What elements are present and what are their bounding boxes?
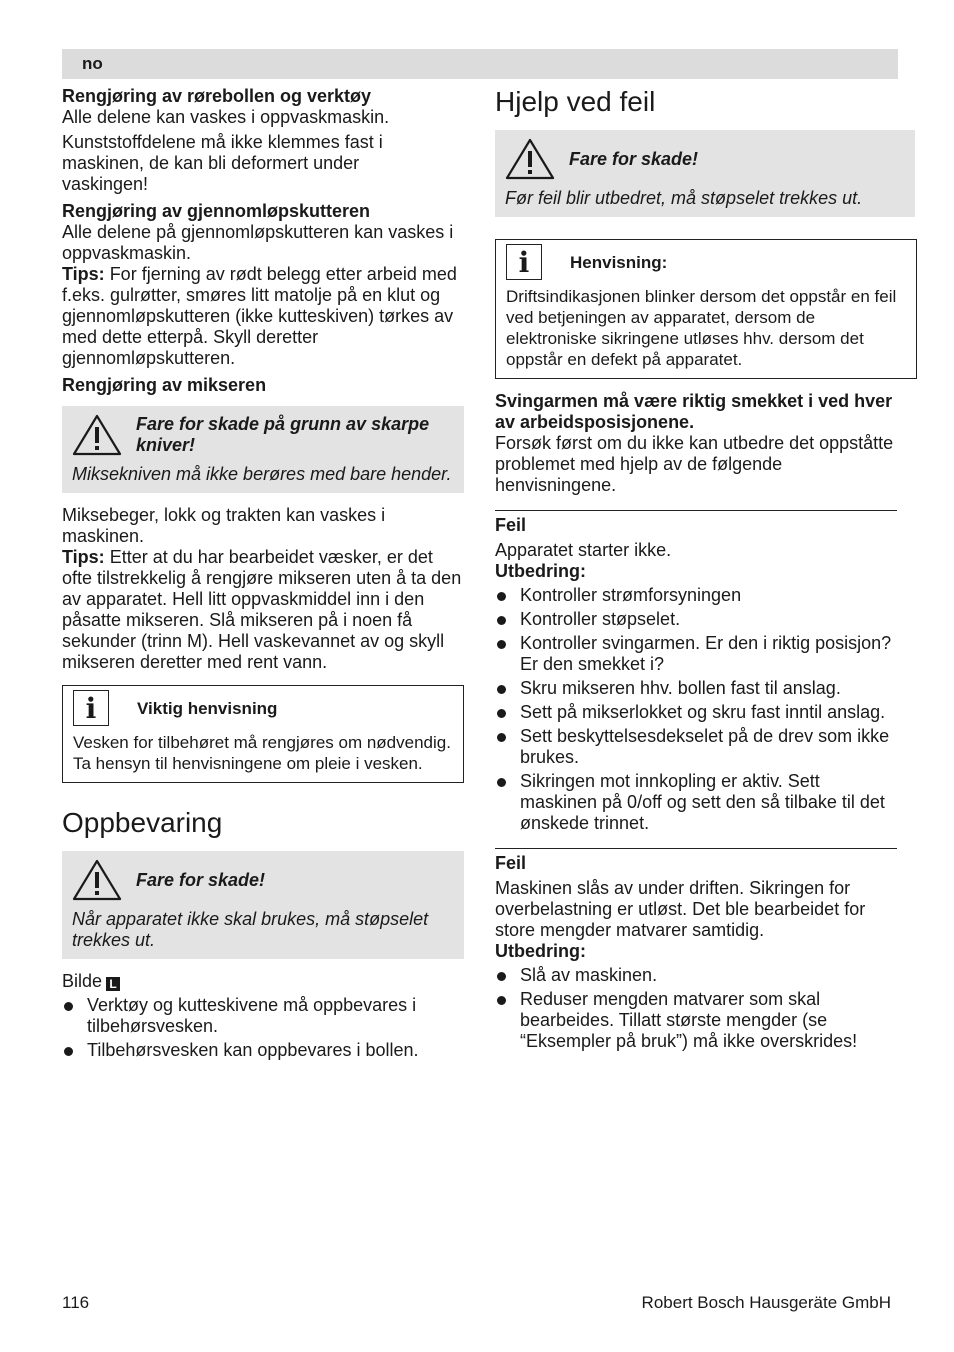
info-icon: i xyxy=(73,690,109,726)
blender-tip xyxy=(62,547,464,673)
fault-label: Feil xyxy=(495,853,527,873)
list-item: Kontroller strømforsyningen xyxy=(495,585,897,606)
tip-label: Tips: xyxy=(62,264,105,284)
company-name: Robert Bosch Hausgeräte GmbH xyxy=(641,1293,891,1312)
list-item: Kontroller støpselet. xyxy=(495,609,897,630)
swing-arm-heading: Svingarmen må være riktig smekket i ved hver av arbeidsposisjonene. xyxy=(495,391,893,432)
bowl-cleaning-text: Alle delene kan vaskes i oppvaskmaskin. xyxy=(62,107,390,127)
language-tag: no xyxy=(82,54,103,73)
list-item: Slå av maskinen. xyxy=(495,965,897,986)
tip-label: Tips: xyxy=(62,547,105,567)
info-body: Driftsindikasjonen blinker dersom det oppstår en feil ved betjeningen av apparatet, dersom de elektroniske sikringene utløses hhv. dersom det oppstår en defekt på apparatet. xyxy=(506,287,897,369)
list-item: Skru mikseren hhv. bollen fast til anslag. xyxy=(495,678,897,699)
tip-text: For fjerning av rødt belegg etter arbeid med f.eks. gulrøtter, smøres litt matolje på en klut og gjennomløpskutteren (ikke kutteskiven) tørkes av med dette etterpå. Skyll deretter gjennomløpskutteren. xyxy=(62,264,457,368)
info-title: Henvisning: xyxy=(570,252,668,272)
left-column xyxy=(62,86,464,1061)
fault-label: Feil xyxy=(495,515,527,535)
figure-l-icon: L xyxy=(106,977,120,991)
warning-title: Fare for skade! xyxy=(569,148,699,169)
fault-text: Maskinen slås av under driften. Sikringen for overbelastning er utløst. Det ble bearbeidet for store mengder matvarer samtidig. xyxy=(495,878,866,940)
fault-block-1 xyxy=(495,510,897,834)
warning-title: Fare for skade! xyxy=(136,869,266,890)
info-box-important xyxy=(62,685,464,783)
warning-triangle-icon xyxy=(72,414,122,456)
fix-list xyxy=(495,965,897,1052)
language-bar xyxy=(62,49,898,79)
fault-block-2 xyxy=(495,848,897,1052)
help-heading: Hjelp ved feil xyxy=(495,86,656,117)
list-item: Tilbehørsvesken kan oppbevares i bollen. xyxy=(62,1040,464,1061)
figure-reference xyxy=(62,971,464,992)
figure-label: Bilde xyxy=(62,971,103,991)
storage-list xyxy=(62,995,464,1061)
info-box-indicator xyxy=(495,239,917,379)
page-number: 116 xyxy=(62,1293,90,1312)
swing-arm-text: Forsøk først om du ikke kan utbedre det oppståtte problemet med hjelp av de følgende henvisningene. xyxy=(495,433,894,495)
warning-box-knives xyxy=(62,406,464,493)
warning-triangle-icon xyxy=(72,859,122,901)
fix-label: Utbedring: xyxy=(495,561,586,581)
fault-text: Apparatet starter ikke. xyxy=(495,540,672,560)
warning-body: Miksekniven må ikke berøres med bare hender. xyxy=(72,464,452,484)
list-item: Sett beskyttelsesdekselet på de drev som ikke brukes. xyxy=(495,726,897,768)
slicer-tip xyxy=(62,264,464,369)
warning-title: Fare for skade på grunn av skarpe kniver! xyxy=(136,414,430,455)
warning-box-storage xyxy=(62,851,464,959)
warning-body: Før feil blir utbedret, må støpselet trekkes ut. xyxy=(505,188,863,208)
section-heading-slicer-cleaning: Rengjøring av gjennomløpskutteren xyxy=(62,201,371,221)
info-icon: i xyxy=(506,244,542,280)
list-item: Reduser mengden matvarer som skal bearbeides. Tillatt største mengder (se “Eksempler på bruk”) må ikke overskrides! xyxy=(495,989,897,1052)
list-item: Sett på mikserlokket og skru fast inntil anslag. xyxy=(495,702,897,723)
section-heading-blender-cleaning: Rengjøring av mikseren xyxy=(62,375,267,395)
list-item: Verktøy og kutteskivene må oppbevares i tilbehørsvesken. xyxy=(62,995,464,1037)
fix-list xyxy=(495,585,897,834)
warning-body: Når apparatet ikke skal brukes, må støpselet trekkes ut. xyxy=(72,909,429,950)
info-title: Viktig henvisning xyxy=(137,698,278,718)
storage-heading: Oppbevaring xyxy=(62,807,223,838)
list-item: Kontroller svingarmen. Er den i riktig posisjon? Er den smekket i? xyxy=(495,633,897,675)
warning-triangle-icon xyxy=(505,138,555,180)
list-item: Sikringen mot innkopling er aktiv. Sett maskinen på 0/off og sett den så tilbake til det ønskede trinnet. xyxy=(495,771,897,834)
right-column xyxy=(495,86,897,1052)
fix-label: Utbedring: xyxy=(495,941,586,961)
info-body: Vesken for tilbehøret må rengjøres om nødvendig. Ta hensyn til henvisningene om pleie i vesken. xyxy=(73,733,451,773)
warning-box-unplug xyxy=(495,130,915,217)
section-heading-bowl-cleaning: Rengjøring av rørebollen og verktøy xyxy=(62,86,372,106)
slicer-cleaning-text: Alle delene på gjennomløpskutteren kan vaskes i oppvaskmaskin. xyxy=(62,222,454,263)
plastic-parts-text: Kunststoffdelene må ikke klemmes fast i maskinen, de kan bli deformert under vaskingen! xyxy=(62,132,383,194)
tip-text: Etter at du har bearbeidet væsker, er det ofte tilstrekkelig å rengjøre mikseren uten å ta den av apparatet. Hell litt oppvaskmiddel inn i den påsatte mikseren. Slå mikseren på i noen få sekunder (trinn M). Hell vaskevannet av og skyll mikseren deretter med rent vann. xyxy=(62,547,462,672)
blender-wash-text: Miksebeger, lokk og trakten kan vaskes i maskinen. xyxy=(62,505,386,546)
